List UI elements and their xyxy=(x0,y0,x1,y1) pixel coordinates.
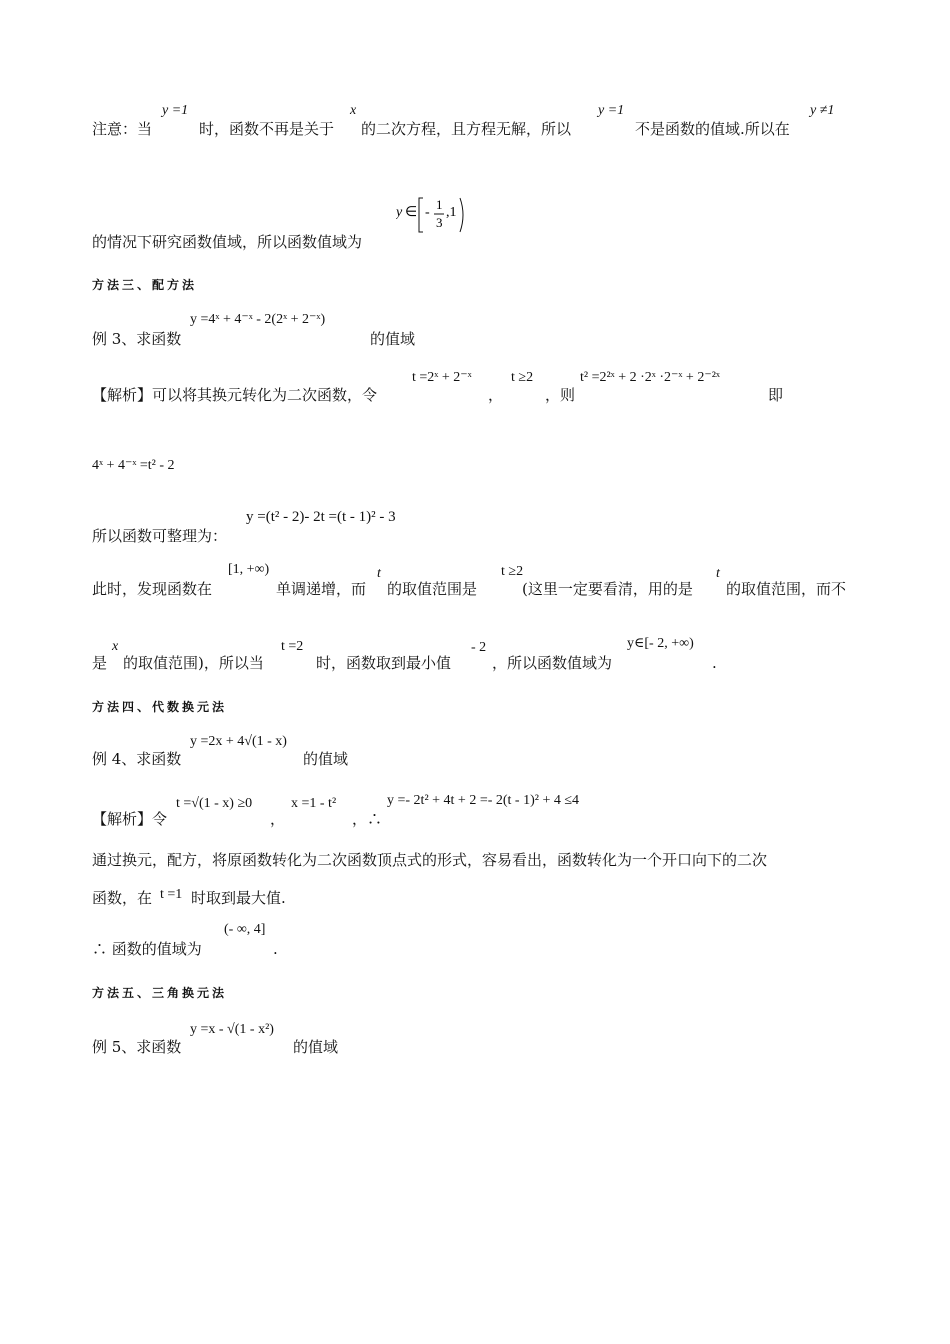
ex5-prefix: 例 5、求函数 xyxy=(92,1038,182,1056)
sol4-range: (- ∞, 4] xyxy=(224,922,266,937)
sol4-t-eq: t =1 xyxy=(160,887,183,902)
svg-text:-: - xyxy=(425,205,430,220)
ex4-suffix: 的值域 xyxy=(303,750,349,768)
sol4-period: . xyxy=(273,940,278,958)
sol4-y-expr: y =- 2t² + 4t + 2 =- 2(t - 1)² + 4 ≤4 xyxy=(387,793,580,808)
note-range xyxy=(396,195,476,235)
sol3-t-var: t xyxy=(377,566,381,581)
ex3-prefix: 例 3、求函数 xyxy=(92,330,182,348)
sol3-b2: 的取值范围)，所以当 xyxy=(123,654,264,672)
note-range-formula xyxy=(396,195,476,235)
sol3-ji: 即 xyxy=(768,386,784,404)
note-math-3: y =1 xyxy=(598,103,625,118)
ex4-expr: y =2x + 4√(1 - x) xyxy=(190,734,287,749)
note-line-2: 的情况下研究函数值域，所以函数值域为 xyxy=(92,233,363,251)
sol3-eq2: y =(t² - 2)- 2t =(t - 1)² - 3 xyxy=(246,509,396,525)
sol3-a1: 此时，发现函数在 xyxy=(92,580,213,598)
sol3-range: y∈[- 2, +∞) xyxy=(627,636,694,651)
svg-text:,1: ,1 xyxy=(446,205,457,220)
sol3-b1: 是 xyxy=(92,654,108,672)
method4-heading: 方法四、代数换元法 xyxy=(92,700,228,714)
sol3-a5: 的取值范围，而不 xyxy=(726,580,847,598)
note-math-1: y =1 xyxy=(162,103,189,118)
sol3-a4: (这里一定要看清，用的是 xyxy=(522,580,693,598)
note-math-4: y ≠1 xyxy=(810,103,835,118)
method5-heading: 方法五、三角换元法 xyxy=(92,986,228,1000)
note-text-2: 时，函数不再是关于 xyxy=(199,120,335,138)
note-text-4: 不是函数的值域.所以在 xyxy=(635,120,790,138)
sol4-explain-2b: 时取到最大值. xyxy=(191,889,286,907)
sol3-comma1: ， xyxy=(488,386,504,404)
sol4-intro: 【解析】令 xyxy=(92,810,168,828)
sol3-a2: 单调递增，而 xyxy=(276,580,367,598)
ex5-expr: y =x - √(1 - x²) xyxy=(190,1022,274,1037)
svg-text:3: 3 xyxy=(436,215,443,230)
note-text-1: 注意：当 xyxy=(92,120,153,138)
sol3-x-var: x xyxy=(112,639,119,654)
ex4-prefix: 例 4、求函数 xyxy=(92,750,182,768)
sol3-b4: ，所以函数值域为 xyxy=(492,654,613,672)
sol4-comma2: ，∴ xyxy=(352,810,383,828)
sol3-t-cond2: t ≥2 xyxy=(501,564,524,579)
sol3-comma2: ，则 xyxy=(545,386,576,404)
sol3-b3: 时，函数取到最小值 xyxy=(316,654,452,672)
ex3-expr: y =4ˣ + 4⁻ˣ - 2(2ˣ + 2⁻ˣ) xyxy=(190,312,326,327)
svg-text:∈: ∈ xyxy=(405,205,418,220)
svg-text:1: 1 xyxy=(436,197,443,212)
sol3-t-eq: t =2 xyxy=(281,639,304,654)
sol3-intro: 【解析】可以将其换元转化为二次函数，令 xyxy=(92,386,378,404)
sol4-t-def: t =√(1 - x) ≥0 xyxy=(176,796,253,811)
sol3-interval: [1, +∞) xyxy=(228,562,270,577)
sol4-comma1: ， xyxy=(270,810,286,828)
sol3-t-var2: t xyxy=(716,566,720,581)
note-text-3: 的二次方程，且方程无解，所以 xyxy=(361,120,572,138)
method3-heading: 方法三、配方法 xyxy=(92,278,198,292)
ex5-suffix: 的值域 xyxy=(293,1038,339,1056)
sol4-therefore: ∴ 函数的值域为 xyxy=(92,940,202,958)
sol3-min: - 2 xyxy=(471,640,487,655)
sol3-a3: 的取值范围是 xyxy=(387,580,478,598)
svg-text:y: y xyxy=(396,205,403,220)
sol4-x-def: x =1 - t² xyxy=(291,796,337,811)
sol3-period: . xyxy=(712,654,717,672)
ex3-suffix: 的值域 xyxy=(370,330,416,348)
sol3-t-def: t =2ˣ + 2⁻ˣ xyxy=(412,370,472,385)
sol4-explain-2a: 函数，在 xyxy=(92,889,153,907)
sol3-simplify: 所以函数可整理为： xyxy=(92,527,228,545)
sol3-t-square: t² =2²ˣ + 2 ·2ˣ ·2⁻ˣ + 2⁻²ˣ xyxy=(580,370,720,385)
note-math-2: x xyxy=(350,103,357,118)
sol3-t-cond: t ≥2 xyxy=(511,370,534,385)
sol3-eq1: 4ˣ + 4⁻ˣ =t² - 2 xyxy=(92,458,175,473)
sol4-explain-1: 通过换元，配方，将原函数转化为二次函数顶点式的形式，容易看出，函数转化为一个开口向下的二次 xyxy=(92,851,768,869)
